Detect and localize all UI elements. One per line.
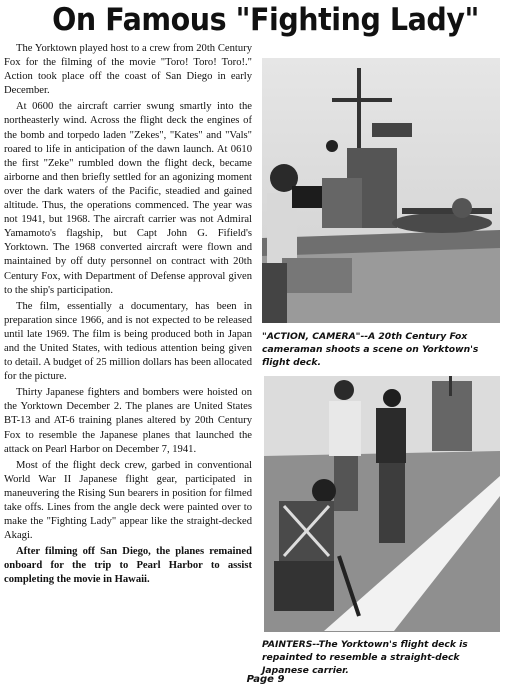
article-paragraph: At 0600 the aircraft carrier swung smartly into the northeasterly wind. Across the flight deck the engines of the bomb and torpedo laden "Zekes", "Kates" and "Vals" roared to life in anticipation of the dawn launch. At 0610 the first "Zeke" rumbled down the flight deck, became airborne and then briefly settled for an agonizing moment over the dark waters of the Pacific, steadied and gained altitude. Thus, the operations commenced. The year was not 1941, but 1968. The aircraft carrier was not Admiral Yamamoto's flagship, but Capt John G. Fifield's Yorktown. The 1968 converted aircraft were flown and maintained by off duty personnel on contract with 20th Century Fox, with Department of Defense approval given to the ship's participation. <box>4 101 252 296</box>
article-body <box>4 42 252 652</box>
article-paragraph: After filming off San Diego, the planes remained onboard for the trip to Pearl Harbor to assist completing the movie in Hawaii. <box>4 546 252 586</box>
photo-caption-bottom: PAINTERS--The Yorktown's flight deck is repainted to resemble a straight-deck Japanese carrier. <box>262 639 468 676</box>
article-paragraph: Thirty Japanese fighters and bombers were hoisted on the Yorktown December 2. The planes are United States BT-13 and AT-6 training planes altered by 20th Century Fox to resemble the Japanese planes that launched the attack on Pearl Harbor on December 7, 1941. <box>4 387 252 455</box>
cameraman-photo <box>262 58 500 323</box>
painters-photo <box>264 376 500 632</box>
article-paragraph: The Yorktown played host to a crew from 20th Century Fox for the filming of the movie "Toro! Toro! Toro!." Action took place off the coast of San Diego in early December. <box>4 43 252 97</box>
page-number: Page 9 <box>246 674 285 685</box>
article-paragraph: The film, essentially a documentary, has been in preparation since 1966, and is not expected to be released until late 1969. The film is being produced both in Japan and the United States, with tedious attention being given to detail. A budget of 25 million dollars has been allocated for the picture. <box>4 300 252 383</box>
article-paragraph: Most of the flight deck crew, garbed in conventional World War II Japanese flight gear, participated in maneuvering the Rising Sun bearers in position for filmed take offs. Lines from the angle deck were painted over to make the "Fighting Lady" appear like the straight-decked Akagi. <box>4 459 252 542</box>
page-title: On Famous "Fighting Lady" <box>52 2 479 38</box>
photo-caption-top: "ACTION, CAMERA"--A 20th Century Fox cameraman shoots a scene on Yorktown's flight deck. <box>262 331 479 368</box>
